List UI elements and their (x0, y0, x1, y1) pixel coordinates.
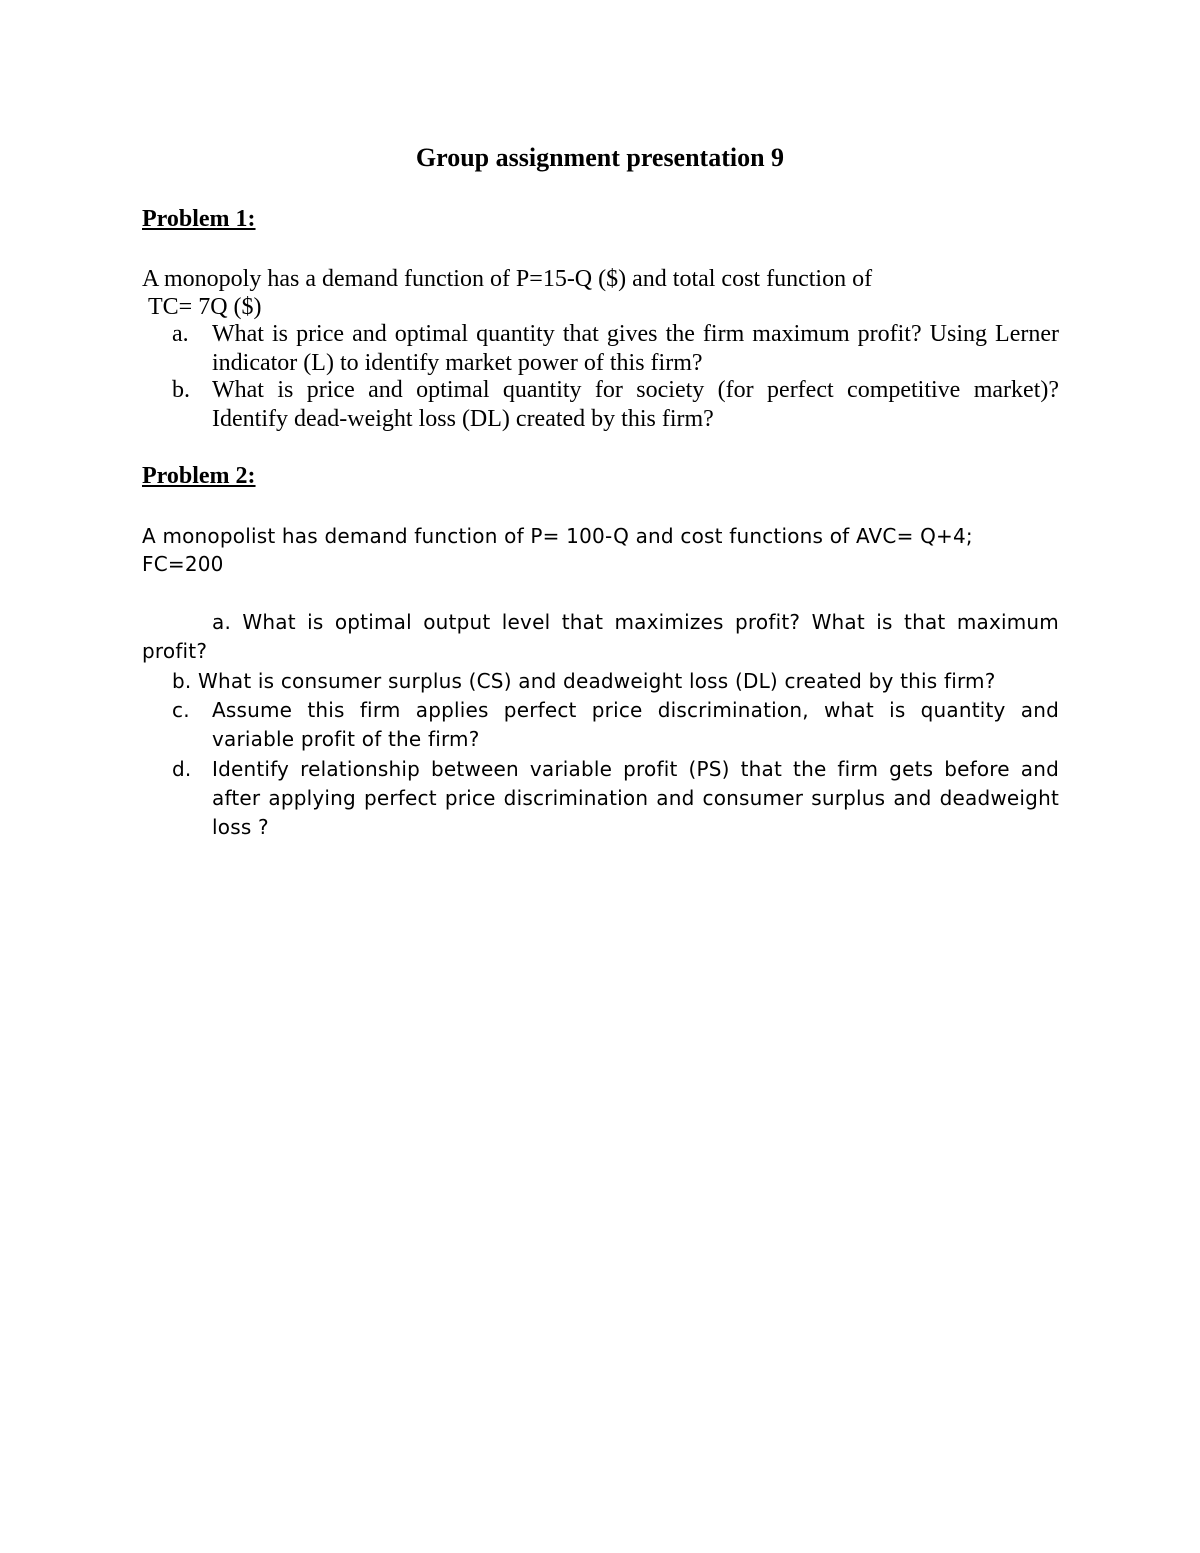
item-marker: c. (172, 698, 190, 722)
problem-2-item-c (172, 696, 1059, 754)
problem-2-intro-line-2: FC=200 (142, 552, 224, 576)
problem-1-intro-line-2: TC= 7Q ($) (148, 294, 262, 320)
problem-2-item-d (172, 755, 1059, 842)
problem-1-heading: Problem 1: (142, 206, 256, 232)
item-text: What is price and optimal quantity that gives the firm maximum profit? Using Lerner indicator (L) to identify market power of this firm? (212, 321, 1059, 376)
item-marker: b. (172, 377, 190, 403)
item-marker: d. (172, 757, 192, 781)
problem-1-item-b (172, 376, 1059, 434)
problem-2-item-b: b. What is consumer surplus (CS) and deadweight loss (DL) created by this firm? (172, 669, 996, 693)
problem-2-heading: Problem 2: (142, 463, 256, 489)
problem-1-item-a (172, 320, 1059, 378)
problem-2-item-a: a. What is optimal output level that maximizes profit? What is that maximum profit? (142, 610, 1059, 663)
document-title: Group assignment presentation 9 (415, 143, 785, 172)
problem-1-intro-line-1: A monopoly has a demand function of P=15-Q ($) and total cost function of (142, 266, 873, 292)
item-text: Assume this firm applies perfect price discrimination, what is quantity and variable profit of the firm? (212, 698, 1059, 751)
problem-2-intro-line-1: A monopolist has demand function of P= 100-Q and cost functions of AVC= Q+4; (142, 524, 973, 548)
item-text: What is price and optimal quantity for society (for perfect competitive market)? Identify dead-weight loss (DL) created by this firm? (212, 377, 1059, 432)
item-marker: a. (172, 321, 189, 347)
item-text: Identify relationship between variable profit (PS) that the firm gets before and after applying perfect price discrimination and consumer surplus and deadweight loss ? (212, 757, 1059, 839)
